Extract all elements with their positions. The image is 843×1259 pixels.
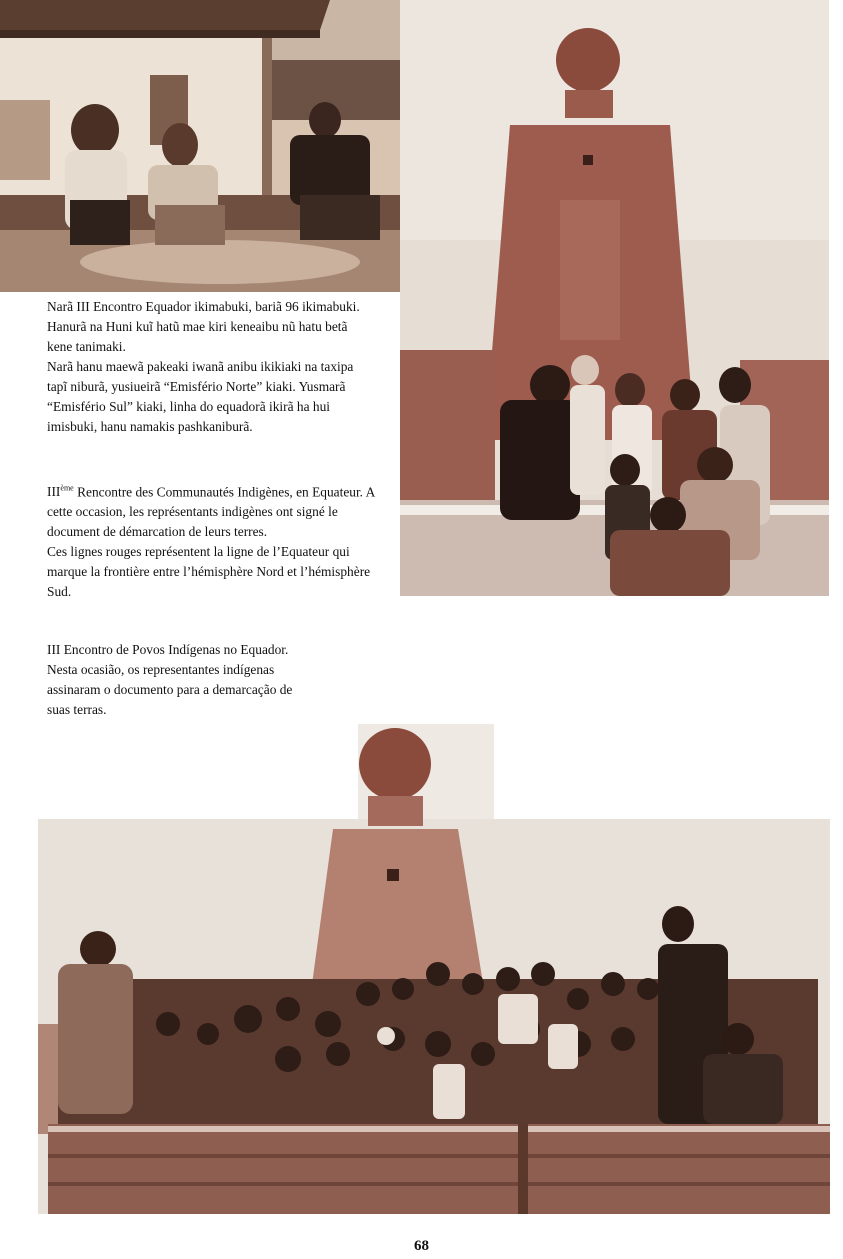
- photo-house-three-people: [0, 0, 400, 292]
- caption-hunikui: Narã III Encontro Equador ikimabuki, bariã 96 ikimabuki. Hanurã na Huni kuĩ hatũ mae kiri keneaibu nũ hatu betã kene tanimaki. Narã hanu maewã pakeaki iwanã anibu ikikiaki na taxipa tapĩ niburã, yusiueirã “Emisfério Norte” kiaki. Yusmarã “Emisfério Sul” kiaki, linha do equadorã ikirã ha hui imisbuki, hanu namakis pashkaniburã.: [47, 299, 360, 434]
- caption-french-ordinal-numeral: III: [47, 484, 61, 500]
- caption-portuguese: III Encontro de Povos Indígenas no Equador. Nesta ocasião, os representantes indígenas assinaram o documento para a demarcação de suas terras.: [47, 642, 293, 717]
- caption-french-text: Rencontre des Communautés Indigènes, en Equateur. A cette occasion, les représentants indigènes ont signé le document de démarcation de leurs terres. Ces lignes rouges représentent la ligne de l’Equateur qui marque la frontière entre l’hémisphère Nord et l’hémisphère Sud.: [47, 484, 375, 600]
- page-number: 68: [414, 1238, 429, 1254]
- caption-french-ordinal: [47, 484, 74, 499]
- photo-monument-group: [400, 0, 829, 596]
- photo-large-group-monument: [38, 724, 830, 1214]
- caption-french-ordinal-suffix: ème: [60, 484, 74, 493]
- caption-french: [47, 479, 377, 602]
